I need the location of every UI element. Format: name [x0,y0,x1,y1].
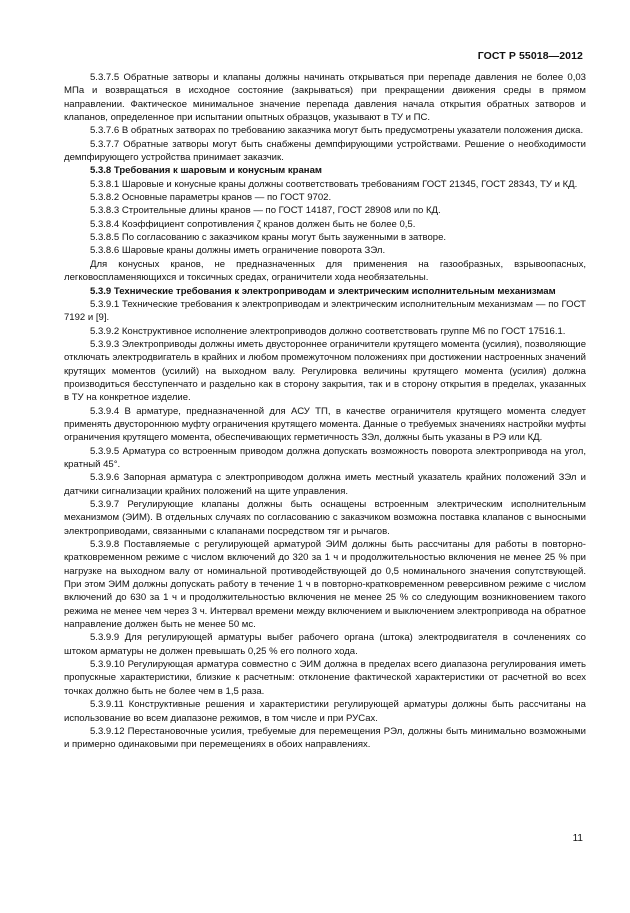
paragraph-5-3-9-2: 5.3.9.2 Конструктивное исполнение электроприводов должно соответствовать группе М6 по ГОСТ 17516.1. [90,325,566,337]
paragraph-5-3-8-6: 5.3.8.6 Шаровые краны должны иметь ограничение поворота ЗЭл. [90,245,386,257]
paragraph-5-3-9-7: 5.3.9.7 Регулирующие клапаны должны быть оснащены встроенным электрическим исполнительным механизмом (ЭИМ). В отдельных случаях по согласованию с заказчиком возможна поставка клапанов с выносными электроприводами, связанными с клапанами посредством тяг и рычагов. [64,499,586,537]
section-heading-5-3-9: 5.3.9 Технические требования к электроприводам и электрическим исполнительным механизмам [90,285,556,297]
paragraph-5-3-8-3: 5.3.8.3 Строительные длины кранов — по ГОСТ 14187, ГОСТ 28908 или по КД. [90,205,441,217]
page-number: 11 [572,833,583,844]
paragraph-5-3-9-9: 5.3.9.9 Для регулирующей арматуры выбег рабочего органа (штока) электродвигателя в сочленениях со штоком арматуры не должен превышать 0,25 % его полного хода. [64,632,586,657]
paragraph-5-3-9-1: 5.3.9.1 Технические требования к электроприводам и электрическим исполнительным механизмам — по ГОСТ 7192 и [9]. [64,298,586,324]
document-body [64,71,586,752]
paragraph-5-3-9-12: 5.3.9.12 Перестановочные усилия, требуемые для перемещения РЭл, должны быть минимально возможными и примерно одинаковыми при перемещениях в обоих направлениях. [64,725,586,751]
section-heading-5-3-8: 5.3.8 Требования к шаровым и конусным кранам [90,165,322,177]
paragraph-5-3-9-4: 5.3.9.4 В арматуре, предназначенной для АСУ ТП, в качестве ограничителя крутящего момента следует применять двустороннюю муфту ограничения крутящего момента. Данные о требуемых значениях настройки муфты ограничения крутящего момента, обеспечивающих герметичность ЗЭл, должны быть указаны в РЭ или КД. [64,405,586,444]
paragraph-5-3-9-3: 5.3.9.3 Электроприводы должны иметь двустороннее ограничители крутящего момента (усилия), позволяющие отключать электродвигатель в крайних и любом промежуточном положениях при достижении настроенных значений крутящих моментов (усилий) на выходном валу. Регулировка величины крутящего момента (усилия) должна производиться бесступенчато и раздельно как в сторону закрытия, так и в сторону открытия в пределах, указанных в ТУ на конкретное изделие. [64,338,586,404]
paragraph-5-3-8-2: 5.3.8.2 Основные параметры кранов — по ГОСТ 9702. [90,192,332,204]
paragraph-5-3-9-10: 5.3.9.10 Регулирующая арматура совместно с ЭИМ должна в пределах всего диапазона регулирования иметь пропускные характеристики, близкие к расчетным: отклонение фактической характеристики от расчетной во всех точках должно быть не более чем в 1,5 раза. [64,659,586,697]
paragraph-5-3-7-5: 5.3.7.5 Обратные затворы и клапаны должны начинать открываться при перепаде давления не более 0,03 МПа и возвращаться в исходное состояние (закрываться) при прекращении движения среды в прямом направлении. Фактическое минимальное значение перепада давления начала открытия обратных затворов и клапанов, определенное при испытании опытных образцов, указывают в ТУ и ПС. [64,72,586,124]
paragraph-5-3-7-7: 5.3.7.7 Обратные затворы могут быть снабжены демпфирующими устройствами. Решение о необходимости демпфирующего устройства принимает заказчик. [64,138,586,164]
paragraph-5-3-9-6: 5.3.9.6 Запорная арматура с электроприводом должна иметь местный указатель крайних положений ЗЭл и датчики сигнализации крайних положений на щите управления. [64,472,586,497]
paragraph-conical-valves-note: Для конусных кранов, не предназначенных для применения на газообразных, взрывоопасных, легковоспламеняющихся и токсичных средах, ограничители хода необязательны. [64,258,586,284]
paragraph-5-3-8-5: 5.3.8.5 По согласованию с заказчиком краны могут быть зауженными в затворе. [90,232,447,244]
paragraph-5-3-9-8: 5.3.9.8 Поставляемые с регулирующей арматурой ЭИМ должны быть рассчитаны для работы в повторно-кратковременном режиме с числом включений до 320 за 1 ч и продолжительностью включения не менее 25 % при нагрузке на выходном валу от номинальной противодействующей до 0,5 номинального значения сопутствующей. При этом ЭИМ должны допускать работу в течение 1 ч в повторно-кратковременном реверсивном режиме с числом включений до 630 за 1 ч и продолжительностью включения не менее 25 % со следующим возникновением такого режима не менее чем через 3 ч. Интервал времени между включением и выключением электропривода на обратное направление должен быть не менее 50 мс. [64,539,586,631]
paragraph-5-3-9-5: 5.3.9.5 Арматура со встроенным приводом должна допускать возможность поворота электропривода на угол, кратный 45°. [64,445,586,470]
paragraph-5-3-7-6: 5.3.7.6 В обратных затворах по требованию заказчика могут быть предусмотрены указатели положения диска. [90,125,584,137]
paragraph-5-3-8-1: 5.3.8.1 Шаровые и конусные краны должны соответствовать требованиям ГОСТ 21345, ГОСТ 28343, ТУ и КД. [90,178,578,190]
paragraph-5-3-8-4: 5.3.8.4 Коэффициент сопротивления ζ кранов должен быть не более 0,5. [90,218,416,230]
document-code-header: ГОСТ Р 55018—2012 [477,50,583,62]
paragraph-5-3-9-11: 5.3.9.11 Конструктивные решения и характеристики регулирующей арматуры должны быть рассчитаны на использование во всем диапазоне режимов, в том числе и при РУСах. [64,699,586,724]
